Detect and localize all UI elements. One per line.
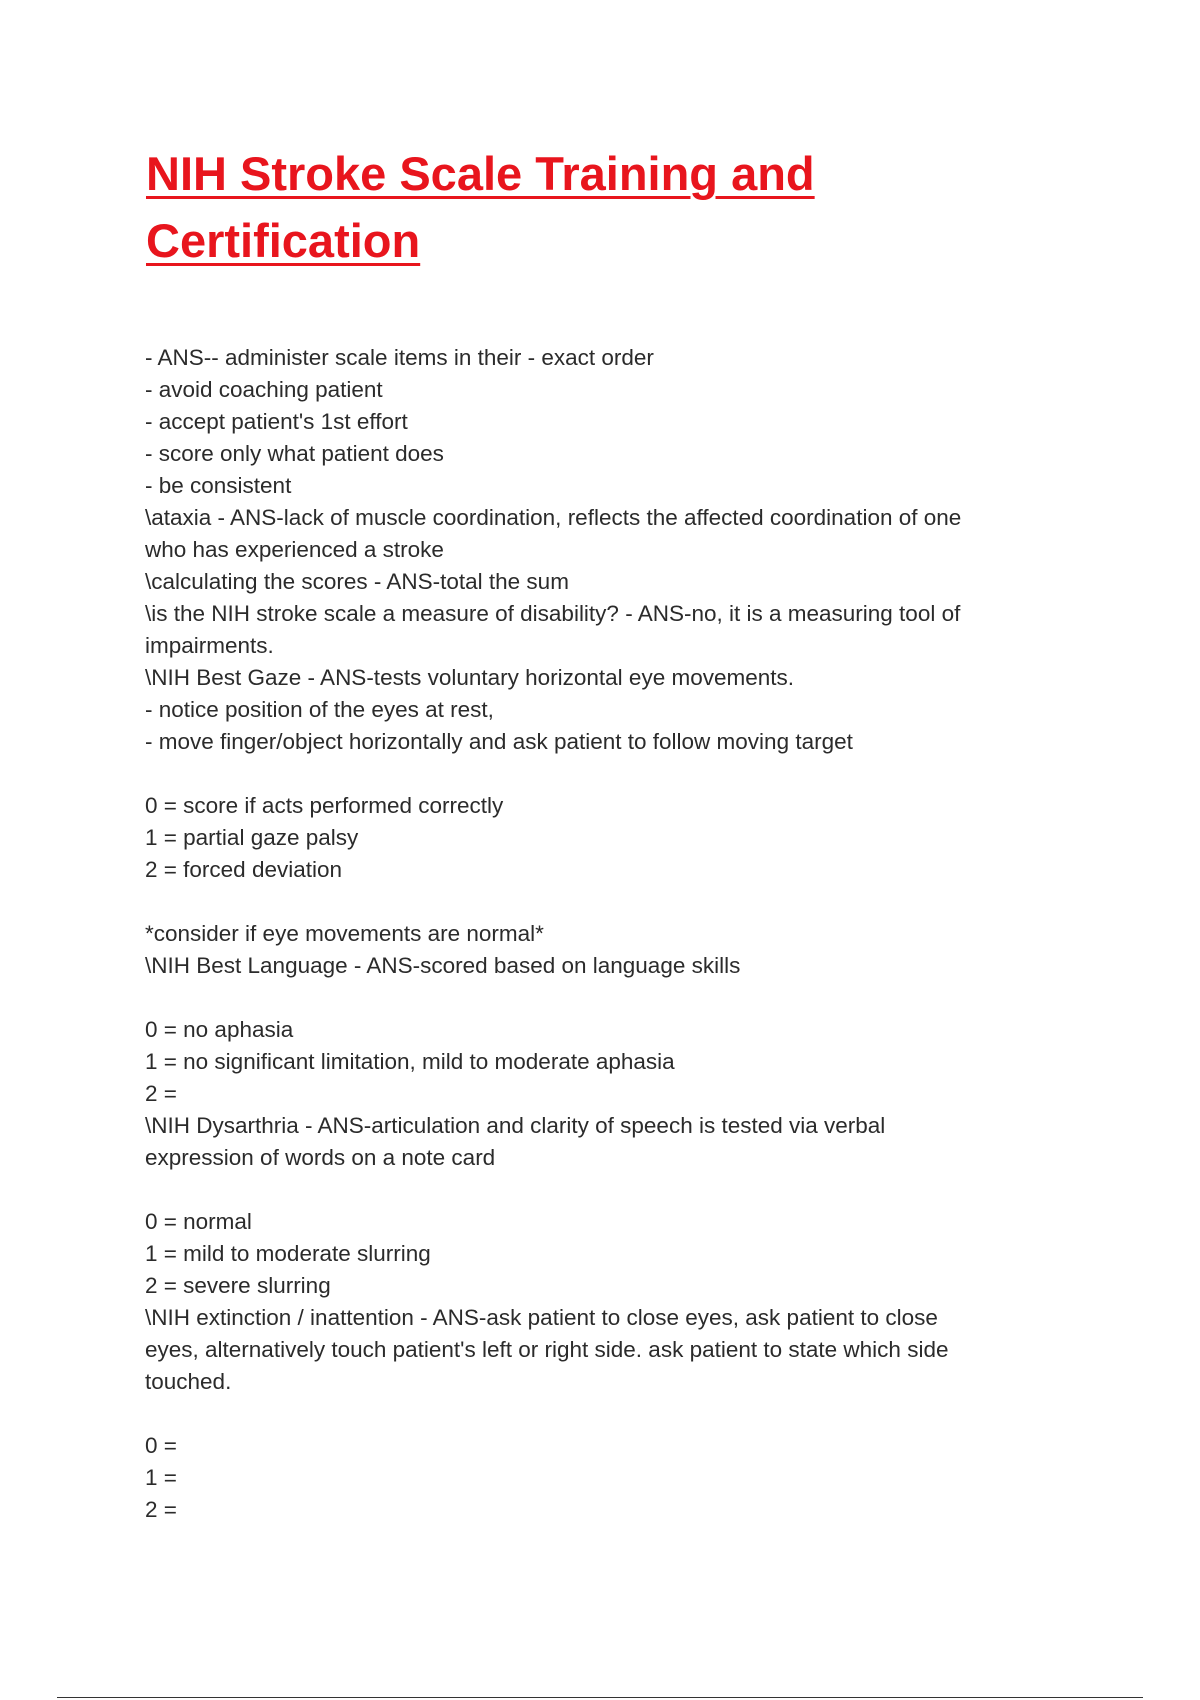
body-line: 0 = score if acts performed correctly <box>145 793 504 818</box>
paragraph-gap <box>145 982 1045 1014</box>
body-line: 1 = mild to moderate slurring <box>145 1241 431 1266</box>
paragraph-gap <box>145 886 1045 918</box>
body-line: - notice position of the eyes at rest, <box>145 697 494 722</box>
body-line: \NIH extinction / inattention - ANS-ask patient to close eyes, ask patient to close <box>145 1305 938 1330</box>
body-line: - score only what patient does <box>145 441 444 466</box>
body-line: 0 = <box>145 1433 177 1458</box>
body-line: \is the NIH stroke scale a measure of disability? - ANS-no, it is a measuring tool of <box>145 601 961 626</box>
paragraph-gap <box>145 758 1045 790</box>
body-line: 2 = forced deviation <box>145 857 343 882</box>
page-title-line-1: NIH Stroke Scale Training and <box>146 147 815 200</box>
body-line: 2 = <box>145 1497 177 1522</box>
footer-divider <box>57 1697 1143 1698</box>
document-body <box>145 342 1045 1526</box>
body-line: \NIH Best Gaze - ANS-tests voluntary horizontal eye movements. <box>145 665 795 690</box>
body-line: 1 = partial gaze palsy <box>145 825 359 850</box>
body-line: \calculating the scores - ANS-total the sum <box>145 569 569 594</box>
body-line: - accept patient's 1st effort <box>145 409 408 434</box>
body-line: expression of words on a note card <box>145 1145 496 1170</box>
body-line: 1 = <box>145 1465 177 1490</box>
page-title-line-2: Certification <box>146 214 421 267</box>
body-line: 0 = no aphasia <box>145 1017 294 1042</box>
page-title <box>146 140 1046 274</box>
body-line: \NIH Dysarthria - ANS-articulation and clarity of speech is tested via verbal <box>145 1113 886 1138</box>
paragraph-gap <box>145 1174 1045 1206</box>
body-line: *consider if eye movements are normal* <box>145 921 544 946</box>
body-line: impairments. <box>145 633 274 658</box>
body-line: \NIH Best Language - ANS-scored based on language skills <box>145 953 741 978</box>
body-line: 1 = no significant limitation, mild to moderate aphasia <box>145 1049 675 1074</box>
body-line: who has experienced a stroke <box>145 537 444 562</box>
body-line: - avoid coaching patient <box>145 377 383 402</box>
paragraph-gap <box>145 1398 1045 1430</box>
body-line: 2 = <box>145 1081 177 1106</box>
body-line: eyes, alternatively touch patient's left or right side. ask patient to state which side <box>145 1337 949 1362</box>
body-line: 2 = severe slurring <box>145 1273 331 1298</box>
body-line: \ataxia - ANS-lack of muscle coordination, reflects the affected coordination of one <box>145 505 962 530</box>
body-line: 0 = normal <box>145 1209 252 1234</box>
body-line: - move finger/object horizontally and ask patient to follow moving target <box>145 729 853 754</box>
body-line: - be consistent <box>145 473 292 498</box>
body-line: touched. <box>145 1369 232 1394</box>
body-line: - ANS-- administer scale items in their - exact order <box>145 345 654 370</box>
